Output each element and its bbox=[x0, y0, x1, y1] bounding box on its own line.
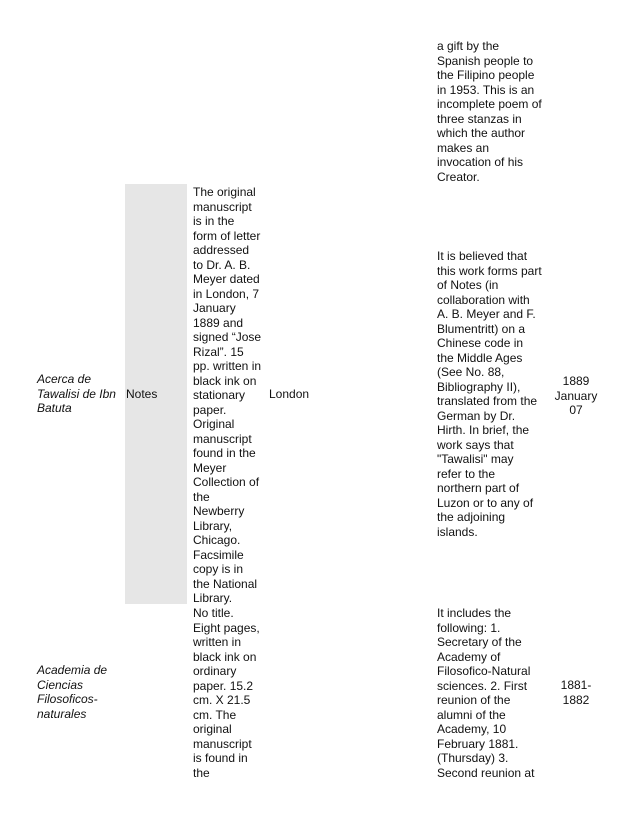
row1-date: 1889 January 07 bbox=[554, 374, 598, 417]
row2-form: No title. Eight pages, written in black ink on ordinary paper. 15.2 cm. X 21.5 cm. The original manuscript is found in the bbox=[193, 606, 260, 780]
row1-title: Acerca de Tawalisi de Ibn Batuta bbox=[37, 372, 116, 415]
row2-title: Academia de Ciencias Filosoficos- naturales bbox=[37, 663, 108, 721]
row1-place: London bbox=[269, 387, 310, 401]
row0-description: a gift by the Spanish people to the Filipino people in 1953. This is an incomplete poem of three stanzas in which the author makes an invocation of his Creator. bbox=[437, 39, 542, 184]
row1-form: The original manuscript is in the form of letter addressed to Dr. A. B. Meyer dated in London, 7 January 1889 and signed “Jose Rizal”. 15 pp. written in black ink on stationary paper. Original manuscript found in the Meyer Collection of the Newberry Library, Chicago. Facsimile copy is in the National Library. bbox=[193, 185, 262, 605]
row2-description: It includes the following: 1. Secretary of the Academy of Filosofico-Natural sciences. 2. First reunion of the alumni of the Academy, 10 February 1881. (Thursday) 3. Second reunion at bbox=[437, 606, 535, 780]
row2-date: 1881- 1882 bbox=[560, 678, 592, 707]
row1-type: Notes bbox=[126, 387, 158, 401]
row1-description: It is believed that this work forms part of Notes (in collaboration with A. B. Meyer and F. Blumentritt) on a Chinese code in the Middle Ages (See No. 88, Bibliography II), translated from the German by Dr. Hirth. In brief, the work says that "Tawalisi" may refer to the northern part of Luzon or to any of the adjoining islands. bbox=[437, 249, 542, 539]
